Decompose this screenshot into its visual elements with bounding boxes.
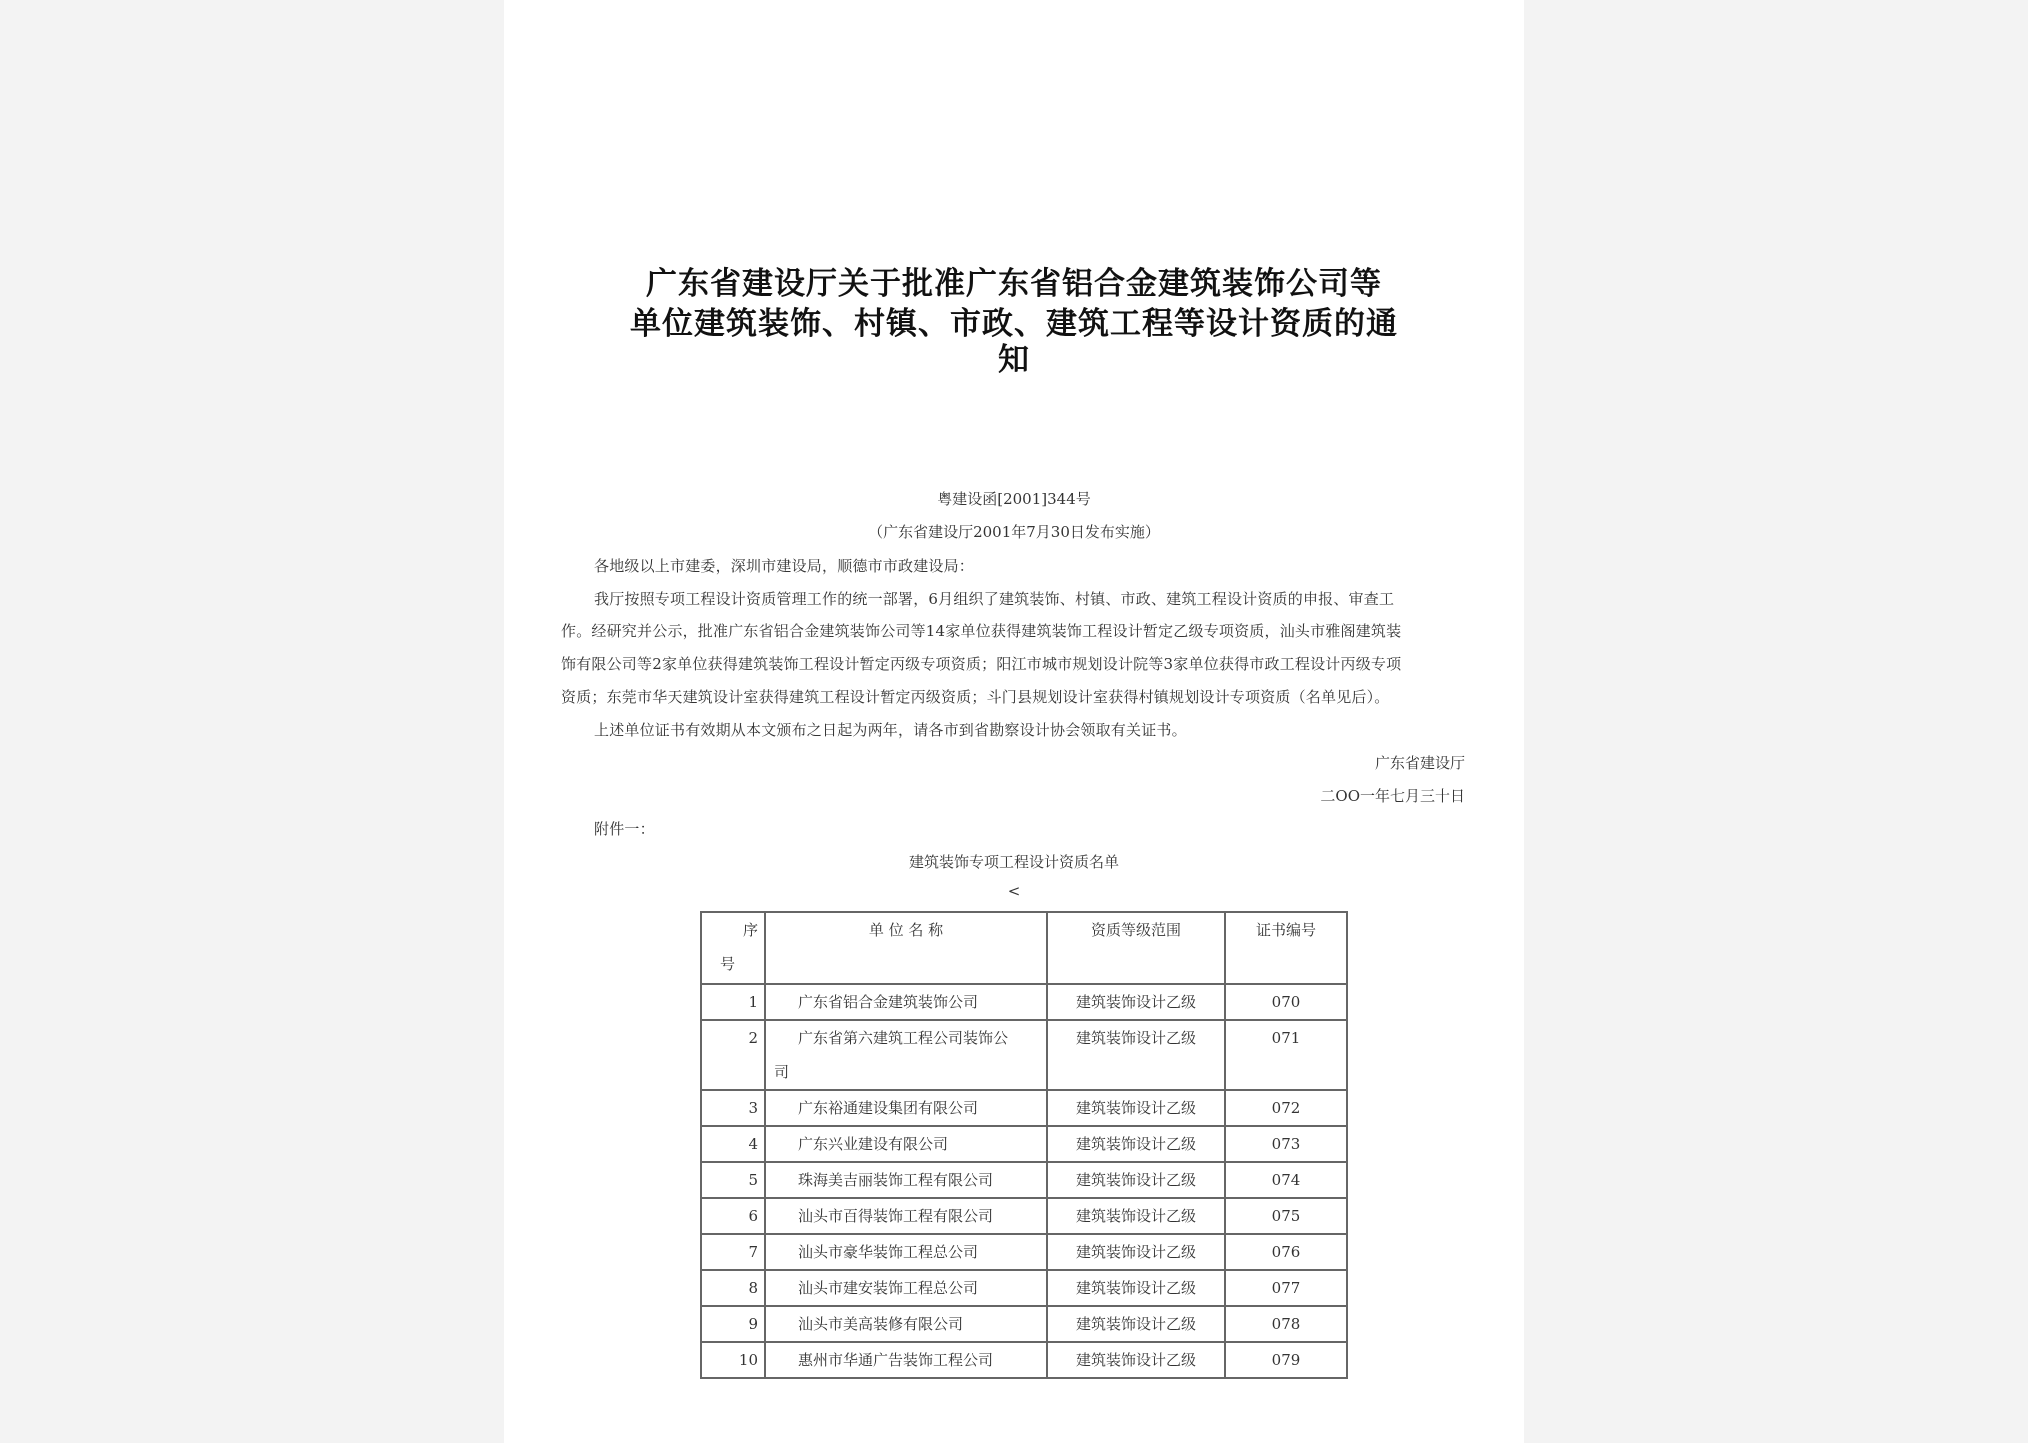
table-row	[701, 1342, 1347, 1378]
attachment-label: 附件一：	[594, 820, 655, 838]
row-cert: 077	[1225, 1270, 1347, 1306]
row-no: 10	[701, 1342, 765, 1378]
row-no: 9	[701, 1306, 765, 1342]
row-name-text: 广东裕通建设集团有限公司	[798, 1099, 979, 1117]
row-scope: 建筑装饰设计乙级	[1047, 1342, 1225, 1378]
row-cert: 076	[1225, 1234, 1347, 1270]
row-name	[765, 1162, 1047, 1198]
row-name	[765, 1234, 1047, 1270]
row-name	[765, 1090, 1047, 1126]
row-no: 7	[701, 1234, 765, 1270]
document-title-line-1: 广东省建设厅关于批准广东省铝合金建筑装饰公司等	[646, 266, 1382, 302]
header-no-line-1: 序	[742, 921, 758, 939]
row-scope: 建筑装饰设计乙级	[1047, 984, 1225, 1020]
row-name	[765, 1126, 1047, 1162]
row-no: 3	[701, 1090, 765, 1126]
table-row	[701, 1020, 1347, 1090]
paragraph-line-2: 作。经研究并公示，批准广东省铝合金建筑装饰公司等14家单位获得建筑装饰工程设计暂定乙级专项资质，汕头市雅阁建筑装	[561, 622, 1402, 640]
row-cert: 072	[1225, 1090, 1347, 1126]
row-name-text: 广东省铝合金建筑装饰公司	[798, 993, 979, 1011]
stray-mark: <	[1007, 882, 1021, 900]
paragraph-line-3: 饰有限公司等2家单位获得建筑装饰工程设计暂定丙级专项资质；阳江市城市规划设计院等3家单位获得市政工程设计丙级专项	[561, 655, 1402, 673]
header-cert: 证书编号	[1225, 912, 1347, 984]
header-scope: 资质等级范围	[1047, 912, 1225, 984]
paragraph-line-4: 资质；东莞市华天建筑设计室获得建筑工程设计暂定丙级资质；斗门县规划设计室获得村镇规划设计专项资质（名单见后）。	[561, 688, 1390, 706]
table-row	[701, 1126, 1347, 1162]
row-no: 8	[701, 1270, 765, 1306]
table-header-row	[701, 912, 1347, 984]
row-scope: 建筑装饰设计乙级	[1047, 1198, 1225, 1234]
row-scope: 建筑装饰设计乙级	[1047, 1126, 1225, 1162]
row-no: 1	[701, 984, 765, 1020]
table-row	[701, 1090, 1347, 1126]
document-page	[504, 0, 1524, 1443]
header-name: 单 位 名 称	[765, 912, 1047, 984]
document-title-line-3: 知	[998, 342, 1030, 378]
validity-line: 上述单位证书有效期从本文颁布之日起为两年，请各市到省勘察设计协会领取有关证书。	[594, 721, 1187, 739]
row-name-text: 珠海美吉丽装饰工程有限公司	[798, 1171, 994, 1189]
row-scope: 建筑装饰设计乙级	[1047, 1090, 1225, 1126]
row-cert: 073	[1225, 1126, 1347, 1162]
row-cert: 078	[1225, 1306, 1347, 1342]
row-name	[765, 1342, 1047, 1378]
salutation: 各地级以上市建委，深圳市建设局，顺德市市政建设局：	[594, 557, 975, 575]
row-scope: 建筑装饰设计乙级	[1047, 1234, 1225, 1270]
paragraph-line-1: 我厅按照专项工程设计资质管理工作的统一部署，6月组织了建筑装饰、村镇、市政、建筑工程设计资质的申报、审查工	[594, 590, 1395, 608]
issued-note: （广东省建设厅2001年7月30日发布实施）	[868, 523, 1160, 541]
signing-date: 二OO一年七月三十日	[1320, 787, 1465, 805]
row-name-text: 汕头市豪华装饰工程总公司	[798, 1243, 979, 1261]
table-row	[701, 1162, 1347, 1198]
row-no: 5	[701, 1162, 765, 1198]
row-no: 6	[701, 1198, 765, 1234]
row-no: 4	[701, 1126, 765, 1162]
header-no	[701, 912, 765, 984]
row-name-text: 广东兴业建设有限公司	[798, 1135, 949, 1153]
row-name	[765, 1270, 1047, 1306]
row-name	[765, 1020, 1047, 1090]
table-row	[701, 984, 1347, 1020]
row-scope: 建筑装饰设计乙级	[1047, 1306, 1225, 1342]
row-name	[765, 984, 1047, 1020]
row-scope: 建筑装饰设计乙级	[1047, 1162, 1225, 1198]
row-name-text: 广东省第六建筑工程公司装饰公	[798, 1029, 1009, 1047]
header-no-line-2: 号	[720, 955, 736, 973]
row-cert: 079	[1225, 1342, 1347, 1378]
row-name-text: 惠州市华通广告装饰工程公司	[798, 1351, 994, 1369]
qualification-table	[700, 911, 1348, 1379]
table-row	[701, 1270, 1347, 1306]
table-row	[701, 1234, 1347, 1270]
row-name-text: 汕头市建安装饰工程总公司	[798, 1279, 979, 1297]
row-scope: 建筑装饰设计乙级	[1047, 1270, 1225, 1306]
row-name	[765, 1198, 1047, 1234]
row-cert: 071	[1225, 1020, 1347, 1090]
table-row	[701, 1306, 1347, 1342]
row-name-text: 汕头市美高装修有限公司	[798, 1315, 964, 1333]
document-number: 粤建设函[2001]344号	[937, 490, 1091, 508]
row-cert: 070	[1225, 984, 1347, 1020]
row-name	[765, 1306, 1047, 1342]
row-no: 2	[701, 1020, 765, 1090]
list-title: 建筑装饰专项工程设计资质名单	[908, 853, 1119, 871]
row-name-text: 汕头市百得装饰工程有限公司	[798, 1207, 994, 1225]
row-cert: 075	[1225, 1198, 1347, 1234]
table-row	[701, 1198, 1347, 1234]
row-name-continuation: 司	[774, 1063, 790, 1081]
row-scope: 建筑装饰设计乙级	[1047, 1020, 1225, 1090]
signer: 广东省建设厅	[1374, 754, 1465, 772]
row-cert: 074	[1225, 1162, 1347, 1198]
document-title-line-2: 单位建筑装饰、村镇、市政、建筑工程等设计资质的通	[630, 306, 1398, 342]
